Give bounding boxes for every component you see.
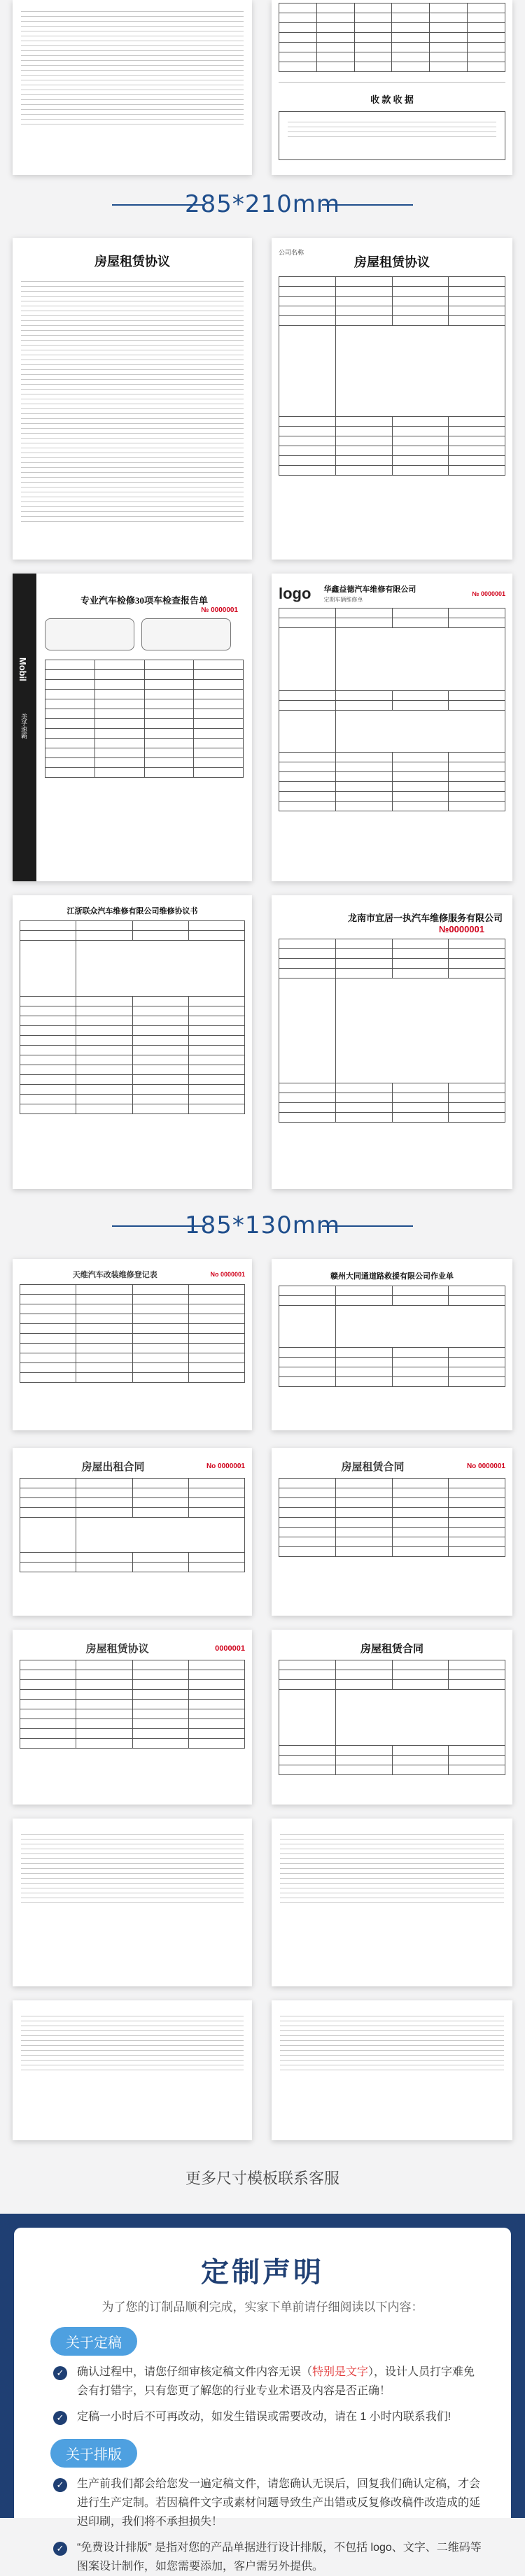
custom-notice-intro: 为了您的订制品顺利完成，实家下单前请仔细阅读以下内容： bbox=[102, 2300, 424, 2314]
lease-agreement-table bbox=[20, 1660, 245, 1749]
doc-title: 专业汽车检修30项车检查报告单 bbox=[80, 595, 208, 606]
lease-form-table bbox=[279, 276, 505, 476]
top-right-table bbox=[279, 3, 505, 72]
doc-title: 房屋租赁合同 bbox=[341, 1462, 405, 1473]
serial-number: No 0000001 bbox=[466, 1463, 505, 1470]
doc-repair-company bbox=[272, 895, 512, 1189]
check-table bbox=[45, 660, 244, 778]
doc-title: 赣州大同通道路救援有限公司作业单 bbox=[330, 1272, 454, 1281]
doc-company-order bbox=[272, 574, 512, 881]
logo-placeholder: logo bbox=[279, 584, 312, 602]
check-icon: ✓ bbox=[53, 2411, 67, 2425]
draft-point-1: ✓ 确认过程中，请您仔细审核定稿文件内容无误（特别是文字），设计人员打字难免会有打错字，只有您更了解您的行业专业术语及内容是否正确！ bbox=[14, 2363, 511, 2400]
serial-number: № 0000001 bbox=[472, 590, 505, 597]
doc-extra-right bbox=[272, 1819, 512, 1986]
size-band-185 bbox=[0, 1202, 525, 1251]
custom-notice-title: 定制声明 bbox=[201, 2257, 324, 2288]
check-icon: ✓ bbox=[53, 2478, 67, 2492]
doc-rescue-order bbox=[272, 1259, 512, 1430]
car-diagram bbox=[45, 618, 134, 650]
doc-top-left bbox=[13, 0, 252, 175]
mobil-side-text: 美孚速霸 bbox=[20, 713, 27, 739]
layout-point-2: ✓ “免费设计排版” 是指对您的产品单据进行设计排版，不包括 logo、文字、二维码等图案设计制作，如您需要添加，客户需另外提供。 bbox=[14, 2538, 511, 2576]
about-layout-pill: 关于排版 bbox=[50, 2439, 137, 2468]
size-label-185: 185*130mm bbox=[184, 1211, 341, 1239]
custom-notice-section bbox=[0, 2214, 525, 2573]
receipt-title: 收 款 收 据 bbox=[370, 94, 414, 105]
doc-extra-left-2 bbox=[13, 2000, 252, 2140]
serial-number: №0000001 bbox=[438, 924, 484, 934]
size-label-285: 285*210mm bbox=[184, 190, 341, 218]
about-draft-pill: 关于定稿 bbox=[50, 2327, 137, 2356]
company-name: 华鑫益德汽车维修有限公司 bbox=[323, 585, 416, 594]
check-icon: ✓ bbox=[53, 2366, 67, 2380]
size-band-285 bbox=[0, 180, 525, 229]
company-name-label: 公司名称 bbox=[279, 249, 304, 256]
repair-table bbox=[279, 939, 505, 1123]
lease-contract-table bbox=[279, 1478, 505, 1557]
highlight-text: 特别是文字 bbox=[312, 2366, 369, 2378]
maintenance-table bbox=[20, 920, 245, 1114]
serial-number: 0000001 bbox=[215, 1644, 245, 1653]
register-table bbox=[20, 1284, 245, 1383]
order-subtitle: 定期车辆维修单 bbox=[323, 597, 363, 603]
order-table bbox=[279, 608, 505, 811]
doc-auto-check-report bbox=[13, 574, 252, 881]
rental-contract-table bbox=[20, 1478, 245, 1572]
doc-lease-agreement-a bbox=[13, 238, 252, 560]
doc-title: 天维汽车改装维修登记表 bbox=[72, 1271, 158, 1279]
rescue-table bbox=[279, 1286, 505, 1387]
doc-title: 龙南市宜居一执汽车维修服务有限公司 bbox=[347, 913, 503, 923]
serial-number: No 0000001 bbox=[206, 1463, 245, 1470]
doc-title: 房屋租赁合同 bbox=[360, 1644, 424, 1655]
doc-top-right bbox=[272, 0, 512, 175]
doc-lease-agreement-c bbox=[13, 1630, 252, 1805]
doc-extra-right-2 bbox=[272, 2000, 512, 2140]
doc-title: 房屋出租合同 bbox=[81, 1462, 145, 1473]
serial-number: No 0000001 bbox=[210, 1271, 245, 1278]
doc-lease-contract-b bbox=[272, 1630, 512, 1805]
doc-lease-contract-a bbox=[272, 1448, 512, 1616]
car-diagram bbox=[141, 618, 231, 650]
check-icon: ✓ bbox=[53, 2542, 67, 2556]
doc-lease-agreement-b bbox=[272, 238, 512, 560]
doc-title: 房屋租赁协议 bbox=[94, 255, 170, 269]
doc-title: 房屋租赁协议 bbox=[354, 255, 430, 269]
draft-point-2: ✓ 定稿一小时后不可再改动，如发生错误或需要改动，请在 1 小时内联系我们! bbox=[14, 2407, 511, 2426]
custom-notice-card bbox=[14, 2228, 511, 2573]
layout-point-1: ✓ 生产前我们都会给您发一遍定稿文件，请您确认无误后，回复我们确认定稿，才会进行生产定制。若因稿件文字或素材问题导致生产出错或反复修改稿件改造成的延迟印刷，我们将不承担损失！ bbox=[14, 2475, 511, 2531]
mobil-logo: Mobil bbox=[18, 657, 28, 681]
serial-number: № 0000001 bbox=[201, 606, 238, 614]
doc-modify-register bbox=[13, 1259, 252, 1430]
more-templates-text: 更多尺寸模板联系客服 bbox=[185, 2170, 340, 2187]
doc-title: 房屋租赁协议 bbox=[85, 1644, 149, 1655]
doc-extra-left bbox=[13, 1819, 252, 1986]
doc-maintenance-agreement bbox=[13, 895, 252, 1189]
lease-contract-table bbox=[279, 1660, 505, 1775]
doc-rental-contract bbox=[13, 1448, 252, 1616]
doc-title: 江浙联众汽车维修有限公司维修协议书 bbox=[66, 907, 198, 916]
